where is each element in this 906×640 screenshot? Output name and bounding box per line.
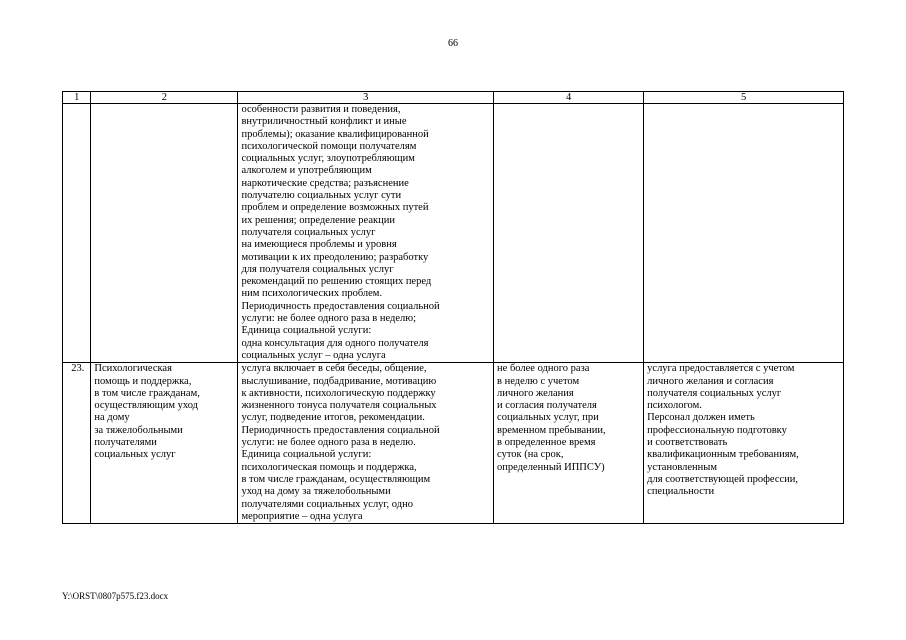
text-line: получателями социальных услуг, одно xyxy=(241,498,413,510)
file-path-footer: Y:\ORST\0807p575.f23.docx xyxy=(62,591,169,601)
text-line: Единица социальной услуги: xyxy=(241,449,372,461)
text-line: и соответствовать xyxy=(647,437,728,449)
text-line: жизненного тонуса получателя социальных xyxy=(241,400,437,412)
text-line: установленным xyxy=(647,461,717,473)
text-line: услуга включает в себя беседы, общение, xyxy=(241,363,427,375)
text-line: алкоголем и употребляющим xyxy=(241,165,372,177)
text-line: социальных услуг, злоупотребляющим xyxy=(241,153,415,165)
text-line: выслушивание, подбадривание, мотивацию xyxy=(241,375,437,387)
header-col-4: 4 xyxy=(494,92,644,104)
text-line: в неделю с учетом xyxy=(497,375,580,387)
text-line: социальных услуг, при xyxy=(497,412,599,424)
text-line: Единица социальной услуги: xyxy=(241,325,372,337)
text-line: получателями xyxy=(94,437,157,449)
text-line: осуществляющим уход xyxy=(94,400,199,412)
row-number: 23. xyxy=(63,363,91,524)
text-line: социальных услуг – одна услуга xyxy=(241,349,386,361)
text-line: социальных услуг xyxy=(94,449,176,461)
cell-empty xyxy=(91,104,238,363)
text-line: и согласия получателя xyxy=(497,400,597,412)
cell-service-conditions xyxy=(644,363,844,524)
text-line: мероприятие – одна услуга xyxy=(241,510,363,522)
header-col-1: 1 xyxy=(63,92,91,104)
cell-empty xyxy=(63,104,91,363)
text-line: их решения; определение реакции xyxy=(241,214,395,226)
text-line: за тяжелобольными xyxy=(94,424,183,436)
text-line: услуг, подведение итогов, рекомендации. xyxy=(241,412,425,424)
cell-service-schedule xyxy=(494,363,644,524)
text-line: специальности xyxy=(647,486,715,498)
text-line: проблемы); оказание квалифицированной xyxy=(241,128,429,140)
services-table xyxy=(62,91,844,524)
cell-empty xyxy=(644,104,844,363)
text-line: определенный ИППСУ) xyxy=(497,461,605,473)
text-line: одна консультация для одного получателя xyxy=(241,337,429,349)
text-line: внутриличностный конфликт и иные xyxy=(241,116,407,128)
header-col-5: 5 xyxy=(644,92,844,104)
text-line: на дому xyxy=(94,412,130,424)
text-line: в том числе гражданам, xyxy=(94,387,200,399)
text-line: ним психологических проблем. xyxy=(241,288,383,300)
text-line: для соответствующей профессии, xyxy=(647,473,799,485)
table-row-continuation xyxy=(63,104,844,363)
text-line: особенности развития и поведения, xyxy=(241,104,401,115)
text-line: Персонал должен иметь xyxy=(647,412,755,424)
text-line: личного желания xyxy=(497,387,574,399)
cell-service-description xyxy=(238,363,494,524)
text-line: к активности, психологическую поддержку xyxy=(241,387,436,399)
text-line: квалификационным требованиям, xyxy=(647,449,799,461)
text-line: временном пребывании, xyxy=(497,424,606,436)
text-line: психологом. xyxy=(647,400,702,412)
text-line: проблем и определение возможных путей xyxy=(241,202,429,214)
text-line: Периодичность предоставления социальной xyxy=(241,300,440,312)
text-line: услуги: не более одного раза в неделю. xyxy=(241,437,416,449)
text-line: в определенное время xyxy=(497,437,596,449)
text-line: в том числе гражданам, осуществляющим xyxy=(241,473,431,485)
text-line: получателя социальных услуг xyxy=(241,226,376,238)
cell-service-description xyxy=(238,104,494,363)
text-line: помощь и поддержка, xyxy=(94,375,192,387)
text-line: уход на дому за тяжелобольными xyxy=(241,486,391,498)
text-line: личного желания и согласия xyxy=(647,375,774,387)
text-line: услуги: не более одного раза в неделю; xyxy=(241,313,417,325)
text-line: профессиональную подготовку xyxy=(647,424,787,436)
text-line: Периодичность предоставления социальной xyxy=(241,424,440,436)
text-line: получателя социальных услуг xyxy=(647,387,782,399)
text-line: мотивации к их преодолению; разработку xyxy=(241,251,429,263)
table-header-row xyxy=(63,92,844,104)
text-line: Психологическая xyxy=(94,363,172,375)
text-line: наркотические средства; разъяснение xyxy=(241,177,409,189)
table-row-23 xyxy=(63,363,844,524)
text-line: суток (на срок, xyxy=(497,449,564,461)
text-line: психологической помощи получателям xyxy=(241,140,417,152)
page-number: 66 xyxy=(448,38,458,49)
text-line: услуга предоставляется с учетом xyxy=(647,363,795,375)
text-line: рекомендаций по решению стоящих перед xyxy=(241,276,432,288)
cell-empty xyxy=(494,104,644,363)
text-line: получателю социальных услуг сути xyxy=(241,190,402,202)
text-line: на имеющиеся проблемы и уровня xyxy=(241,239,397,251)
text-line: психологическая помощь и поддержка, xyxy=(241,461,417,473)
cell-service-name xyxy=(91,363,238,524)
header-col-2: 2 xyxy=(91,92,238,104)
header-col-3: 3 xyxy=(238,92,494,104)
text-line: не более одного раза xyxy=(497,363,590,375)
text-line: для получателя социальных услуг xyxy=(241,263,394,275)
